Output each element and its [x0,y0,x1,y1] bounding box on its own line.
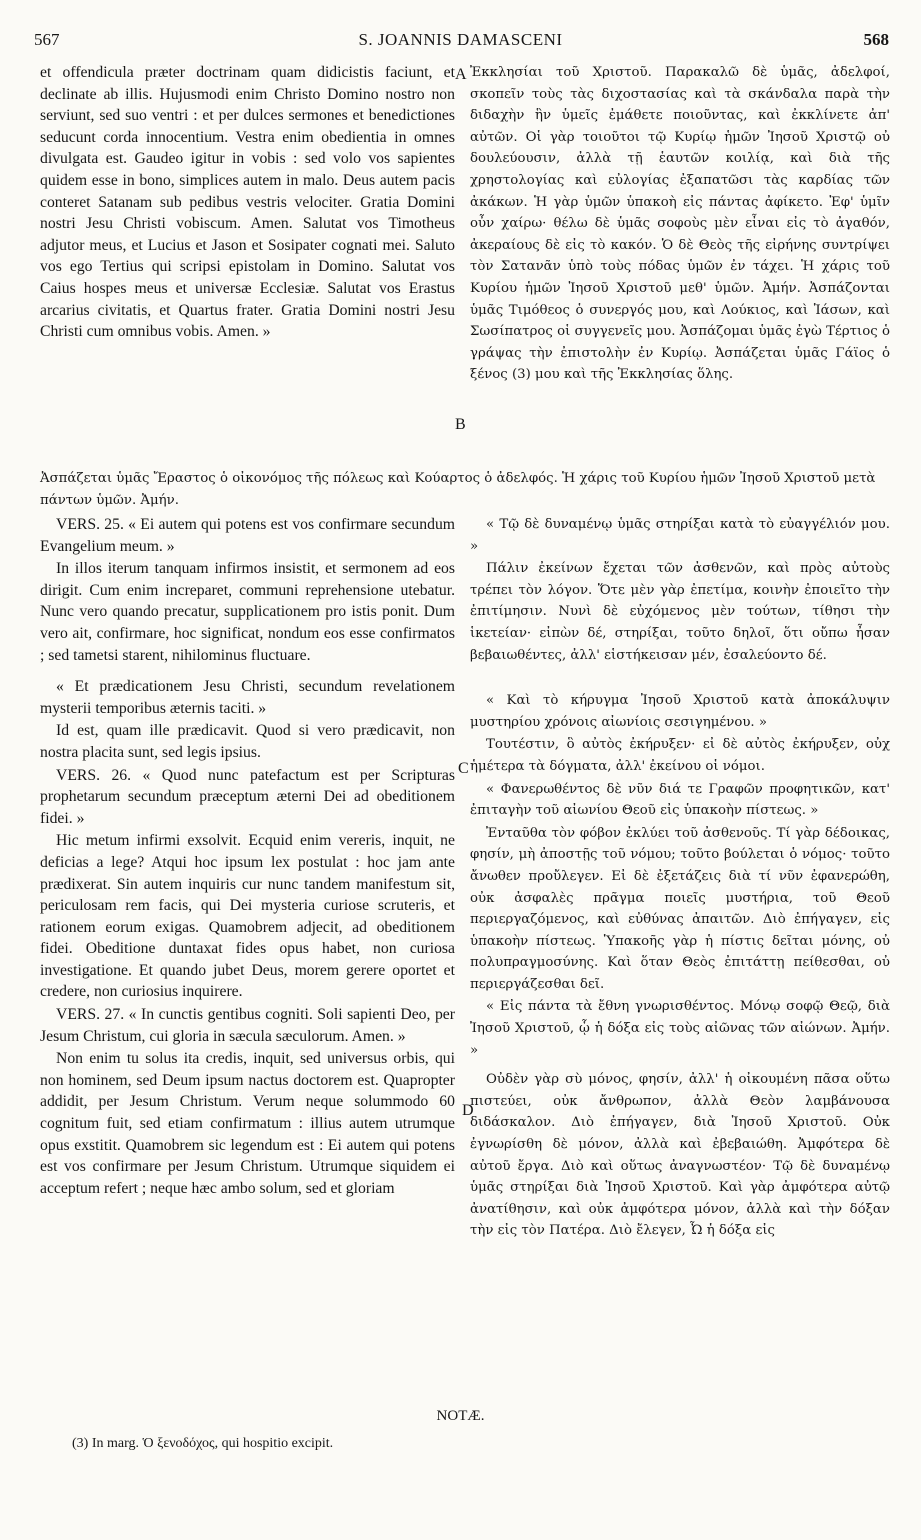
verse-quote: « Καὶ τὸ κήρυγμα Ἰησοῦ Χριστοῦ κατὰ ἀποκάλυψιν μυστηρίου χρόνοις αἰωνίοις σεσιγημένου. » [470,693,890,730]
greek-paragraph: Ἐκκλησίαι τοῦ Χριστοῦ. Παρακαλῶ δὲ ὑμᾶς, ἀδελφοί, σκοπεῖν τοὺς τὰς διχοστασίας καὶ τὰ σκάνδαλα παρὰ τὴν διδαχὴν ἣν ὑμεῖς ἐμάθετε ποιοῦντας, καὶ ἐκκλίνετε ἀπ' αὐτῶν. Οἱ γὰρ τοιοῦτοι τῷ Κυρίῳ ἡμῶν Ἰησοῦ Χριστῷ οὐ δουλεύουσιν, ἀλλὰ τῇ ἑαυτῶν κοιλίᾳ, καὶ διὰ τῆς χρηστολογίας καὶ εὐλογίας ἐξαπατῶσι τὰς καρδίας τῶν ἀκάκων. Ἡ γὰρ ὑμῶν ὑπακοὴ εἰς πάντας ἀφίκετο. Ἐφ' ὑμῖν οὖν χαίρω· θέλω δὲ ὑμᾶς σοφοὺς μὲν εἶναι εἰς τὸ ἀγαθόν, ἀκεραίους δὲ εἰς τὸ κακόν. Ὁ δὲ Θεὸς τῆς εἰρήνης συντρίψει τὸν Σατανᾶν ὑπὸ τοὺς πόδας ὑμῶν ἐν τάχει. Ἡ χάρις τοῦ Κυρίου ἡμῶν Ἰησοῦ Χριστοῦ μεθ' ὑμῶν. Ἀμήν. Ἀσπάζονται ὑμᾶς Τιμόθεος ὁ συνεργός μου, καὶ Λούκιος, καὶ Ἰάσων, καὶ Σωσίπατρος οἱ συγγενεῖς μου. Ἀσπάζομαι ὑμᾶς ἐγὼ Τέρτιος ὁ γράψας τὴν ἐπιστολὴν ἐν Κυρίῳ. Ἀσπάζεται ὑμᾶς Γάϊος ὁ ξένος (3) μου καὶ τῆς Ἐκκλησίας ὅλης. [470,65,890,383]
latin-paragraph: et offendicula præter doctrinam quam didicistis faciunt, et declinate ab illis. Hujusmodi enim Christo Domino nostro non serviunt, sed suo ventri : et per dulces sermones et benedictiones seducunt corda innocentium. Vestra enim obedientia in omnes divulgata est. Gaudeo igitur in vobis : sed volo vos sapientes quidem esse in bono, simplices autem in malo. Deus autem pacis conteret Satanam sub pedibus vestris velociter. Gratia Domini nostri Jesu Christi vobiscum. Amen. Salutat vos Timotheus adjutor meus, et Lucius et Jason et Sosipater cognati mei. Saluto vos ego Tertius qui scripsi epistolam in Domino. Salutat vos Caius hospes meus et universæ Ecclesiæ. Salutat vos Erastus arcarius civitatis, et Quartus frater. Gratia Domini nostri Jesu Christi cum omnibus vobis. Amen. » [40,64,455,341]
verse-heading-26: VERS. 26. « Quod nunc patefactum est per Scripturas prophetarum secundum præceptum æterni Dei ad obeditionem fidei. » [40,766,455,827]
greek-full-width-line [40,468,892,511]
latin-commentary: Hic metum infirmi exsolvit. Ecquid enim vereris, inquit, ne deficias a lege? Atqui hoc ipsum lex postulat : hoc jam ante prædixerat. Sin autem inquiris cur nunc tandem manifestum sit, periculosam rem facis, qui Dei mysteria curiose scruteris, et rationem eorum exigas. Quamobrem adjecit, ad obeditionem fidei. Obeditione duntaxat fides opus habet, non curiosa investigatione. Et quando jubet Deus, morem gerere oportet et credere, non curiosius inquirere. [40,832,455,1001]
verse-heading-25: VERS. 25. « Ei autem qui potens est vos confirmare secundum Evangelium meum. » [40,516,455,555]
margin-marker-a: A [455,66,467,83]
margin-marker-c: C [458,760,469,777]
running-title: S. JOANNIS DAMASCENI [358,30,563,49]
latin-commentary: Non enim tu solus ita credis, inquit, sed universus orbis, qui non hominem, sed Deum ipsum nactus doctorem est. Quapropter addidit, per Jesum Christum. Verum neque solummodo 60 cognitum fuit, sed etiam confirmatum : illius autem utrumque opus exstitit. Quamobrem sic legendum est : Ei autem qui potens est vos confirmare per Jesum Christum. Utrumque siquidem ei acceptum refert ; neque hæc ambo solum, sed et gloriam [40,1050,455,1197]
verse-quote: « Φανερωθέντος δὲ νῦν διά τε Γραφῶν προφητικῶν, κατ' ἐπιταγὴν τοῦ αἰωνίου Θεοῦ εἰς ὑπακοὴν πίστεως. » [470,781,890,819]
page-number-left: 567 [34,30,60,49]
latin-commentary: In illos iterum tanquam infirmos insistit, et sermonem ad eos dirigit. Cum enim increparet, communi reprehensione utebatur. Nunc vero quando precatur, supplicationem pro istis ponit. Dum vero ait, confirmare, hoc significat, nondum eos esse confirmatos ; sed tametsi starent, nihilominus fluctuare. [40,560,455,664]
verse-quote: « Εἰς πάντα τὰ ἔθνη γνωρισθέντος. Μόνῳ σοφῷ Θεῷ, διὰ Ἰησοῦ Χριστοῦ, ᾧ ἡ δόξα εἰς τοὺς αἰῶνας τῶν αἰώνων. Ἀμήν. » [470,999,890,1058]
greek-commentary: Οὐδὲν γὰρ σὺ μόνος, φησίν, ἀλλ' ἡ οἰκουμένη πᾶσα οὕτω πιστεύει, οὐκ ἄνθρωπον, ἀλλὰ Θεὸν λαμβάνουσα διδάσκαλον. Διὸ ἐπήγαγεν, διὰ Ἰησοῦ Χριστοῦ. Οὐκ ἐγνωρίσθη δὲ μόνον, ἀλλὰ καὶ ἐβεβαιώθη. Ἀμφότερα δὲ αὐτοῦ ἔργα. Διὸ καὶ οὕτως ἀναγνωστέον· Τῷ δὲ δυναμένῳ ὑμᾶς στηρίξαι διὰ Ἰησοῦ Χριστοῦ. Καὶ γὰρ ἀμφότερα αὐτῷ ἀνατίθησιν, καὶ οὐκ ἀμφότερα μόνον, ἀλλὰ καὶ τὴν δόξαν τὴν εἰς τὸν Πατέρα. Διὸ ἔλεγεν, Ὦ ἡ δόξα εἰς [470,1072,890,1239]
latin-column-commentary [40,514,455,1404]
greek-column-top [470,62,890,462]
margin-marker-d: D [462,1102,474,1119]
margin-marker-b: B [455,416,466,433]
verse-quote: « Τῷ δὲ δυναμένῳ ὑμᾶς στηρίξαι κατὰ τὸ εὐαγγέλιόν μου. » [470,517,890,554]
page-number-right: 568 [863,30,889,49]
greek-column-commentary [470,514,890,1404]
latin-column-top [40,62,455,462]
greek-commentary: Ἐνταῦθα τὸν φόβον ἐκλύει τοῦ ἀσθενοῦς. Τί γὰρ δέδοικας, φησίν, μὴ ἀποστῇς τοῦ νόμου; τοῦτο βούλεται ὁ νόμος· τοῦτο ἄνωθεν προὔλεγεν. Εἰ δὲ ἐξετάζεις διὰ τί νῦν ἐφανερώθη, οὐκ ἀσφαλὲς πρᾶγμα ποιεῖς μυστήρια, τοῦ Θεοῦ περιεργαζόμενος, καὶ εὐθύνας ἀπαιτῶν. Διὸ ἐπήγαγεν, εἰς ὑπακοὴν πίστεως. Ὑπακοῆς γὰρ ἡ πίστις δεῖται μόνης, οὐ πολυπραγμοσύνης. Καὶ ὅταν Θεὸς ἐπιτάττῃ πείθεσθαι, οὐ περιεργάζεσθαι δεῖ. [470,825,890,992]
verse-heading-27: VERS. 27. « In cunctis gentibus cogniti. Soli sapienti Deo, per Jesum Christum, cui gloria in sæcula sæculorum. Amen. » [40,1006,455,1045]
footnote: (3) In marg. Ὁ ξενοδόχος, qui hospitio excipit. [72,1436,334,1451]
notes-heading: NOTÆ. [436,1408,485,1424]
greek-paragraph: Ἀσπάζεται ὑμᾶς Ἔραστος ὁ οἰκονόμος τῆς πόλεως καὶ Κούαρτος ὁ ἀδελφός. Ἡ χάρις τοῦ Κυρίου ἡμῶν Ἰησοῦ Χριστοῦ μετὰ πάντων ὑμῶν. Ἀμήν. [40,471,876,508]
verse-quote: « Et prædicationem Jesu Christi, secundum revelationem mysterii temporibus æternis taciti. » [40,678,455,717]
latin-commentary: Id est, quam ille prædicavit. Quod si vero prædicavit, non nostra placita sunt, sed legis ipsius. [40,722,455,761]
greek-commentary: Πάλιν ἐκείνων ἔχεται τῶν ἀσθενῶν, καὶ πρὸς αὐτοὺς τρέπει τὸν λόγον. Ὅτε μὲν γὰρ ἐπετίμα, κοινὴν ἐποιεῖτο τὴν ἐπιτίμησιν. Νυνὶ δὲ εὐχόμενος μὲν τούτων, τίθησι τὴν ἱκετείαν· εἰπὼν δέ, στηρίξαι, τοῦτο δηλοῖ, ὅτι οὔπω ἦσαν βεβαιωθέντες, ἀλλ' εἱστήκεισαν μέν, ἐσαλεύοντο δέ. [470,561,890,663]
greek-commentary: Τουτέστιν, ὃ αὐτὸς ἐκήρυξεν· εἰ δὲ αὐτὸς ἐκήρυξεν, οὐχ ἡμέτερα τὰ δόγματα, ἀλλ' ἐκείνου οἱ νόμοι. [470,737,890,774]
